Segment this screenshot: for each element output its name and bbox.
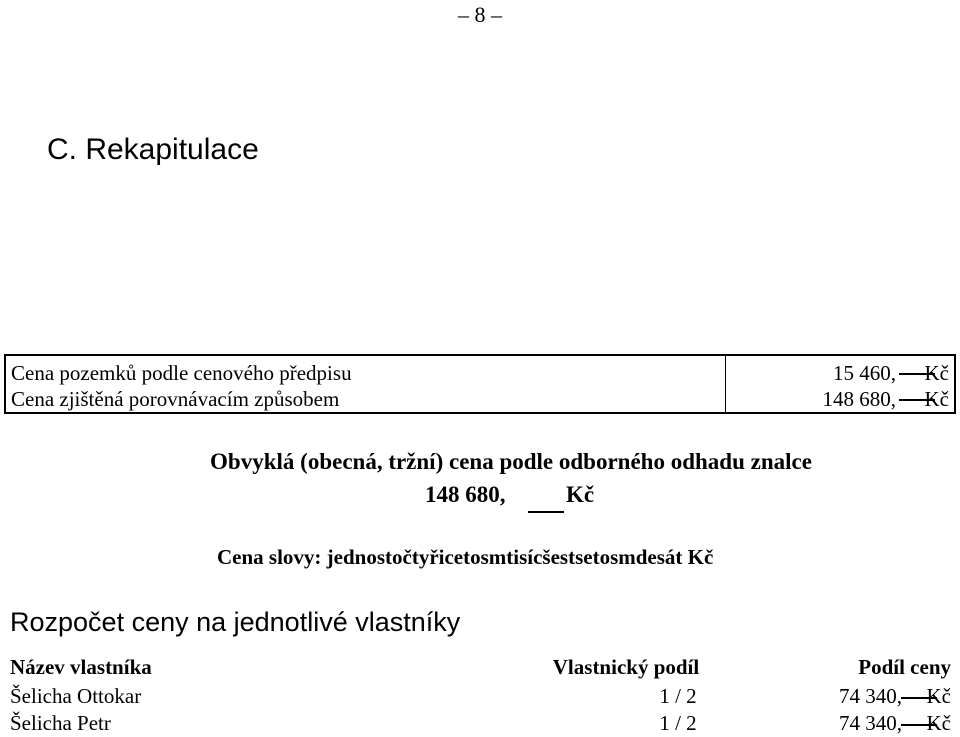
market-price-value: 148 680, xyxy=(425,482,506,507)
owner-name: Šelicha Ottokar xyxy=(10,684,142,708)
price-currency: Kč xyxy=(926,711,951,735)
price-in-words: Cena slovy: jednostočtyřicetosmtisícšestsetosmdesát Kč xyxy=(217,545,714,569)
column-header-price-share: Podíl ceny xyxy=(858,655,951,679)
summary-label: Cena pozemků podle cenového předpisu xyxy=(11,361,352,385)
market-price-dash xyxy=(528,511,564,513)
owners-split-heading: Rozpočet ceny na jednotlivé vlastníky xyxy=(10,607,461,637)
summary-row-comparative xyxy=(6,386,954,412)
summary-value: 148 680, xyxy=(822,387,896,411)
summary-table xyxy=(4,354,956,414)
page-number: – 8 – xyxy=(458,2,502,27)
column-header-ownership-share: Vlastnický podíl xyxy=(552,655,700,679)
table-row xyxy=(0,709,960,737)
price-currency: Kč xyxy=(926,684,951,708)
summary-label: Cena zjištěná porovnávacím způsobem xyxy=(11,387,340,411)
summary-row-land xyxy=(6,360,954,386)
summary-currency: Kč xyxy=(924,361,949,385)
section-heading: C. Rekapitulace xyxy=(47,133,259,166)
table-row xyxy=(0,682,960,710)
market-price-currency: Kč xyxy=(566,482,595,507)
summary-currency: Kč xyxy=(924,387,949,411)
market-price-title: Obvyklá (obecná, tržní) cena podle odborného odhadu znalce xyxy=(210,449,812,474)
price-share: 74 340, xyxy=(839,711,902,735)
price-share: 74 340, xyxy=(839,684,902,708)
ownership-share: 1 / 2 xyxy=(659,711,697,735)
ownership-share: 1 / 2 xyxy=(659,684,697,708)
summary-value: 15 460, xyxy=(833,361,896,385)
owner-name: Šelicha Petr xyxy=(10,711,111,735)
owners-table-header xyxy=(0,653,960,681)
column-header-owner-name: Název vlastníka xyxy=(10,655,152,679)
